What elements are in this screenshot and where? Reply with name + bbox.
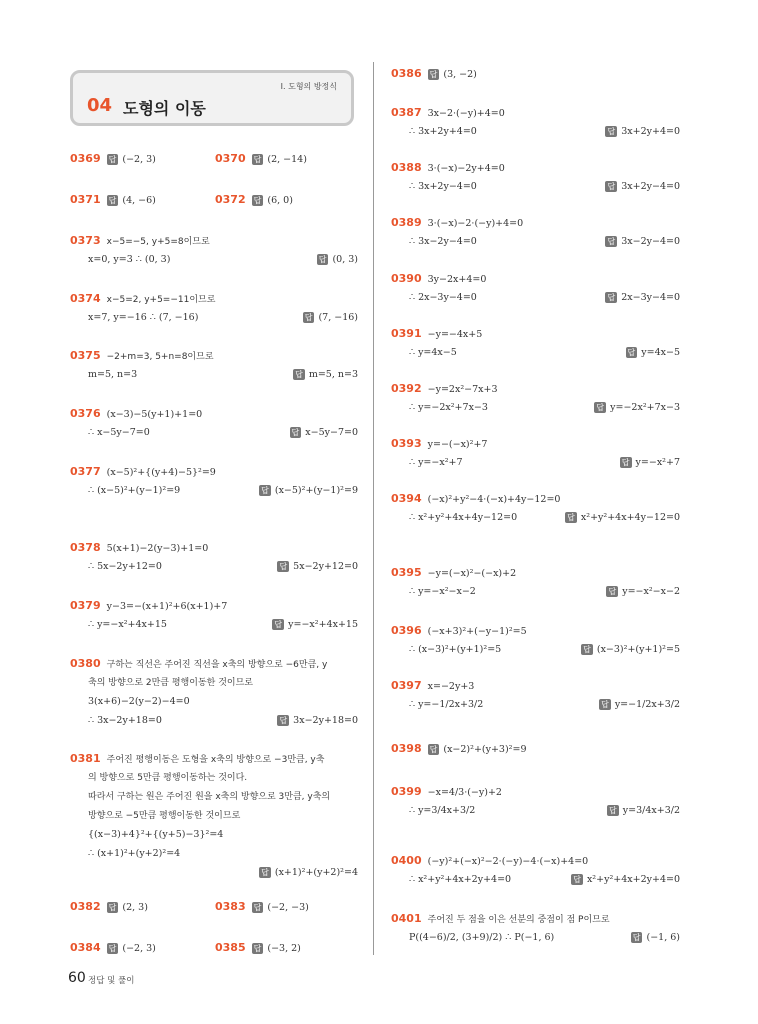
problem-number: 0389 [391, 216, 422, 229]
answer-value: 3x+2y+4=0 [621, 126, 680, 137]
solution-line [88, 676, 253, 690]
answer-value: y=−2x²+7x−3 [610, 402, 680, 413]
answer-pair-item [70, 941, 156, 956]
solution-text: 구하는 직선은 주어진 직선을 x축의 방향으로 −6만큼, y [106, 660, 328, 670]
solution-line [391, 492, 560, 507]
final-answer [317, 253, 358, 267]
solution-line [88, 790, 330, 804]
solution-line [409, 873, 511, 887]
answer-mark-icon: 답 [608, 587, 617, 596]
answer-mark-icon: 답 [607, 293, 616, 302]
answer-mark-icon: 답 [253, 903, 262, 912]
solution-text: 3x−2·(−y)+4=0 [427, 108, 505, 119]
problem-number: 0385 [215, 941, 246, 954]
final-answer [277, 560, 358, 574]
solution-text: (−y)²+(−x)²−2·(−y)−4·(−x)+4=0 [427, 856, 589, 867]
answer-value: y=3/4x+3/2 [622, 805, 680, 816]
solution-line [409, 931, 554, 945]
answer-value: x²+y²+4x+2y+4=0 [586, 874, 680, 885]
solution-text: 3(x+6)−2(y−2)−4=0 [88, 696, 190, 707]
answer-mark-icon: 답 [108, 155, 117, 164]
answer-mark-icon: 답 [596, 403, 605, 412]
answer-value: (2, 3) [122, 902, 148, 913]
page-number: 60 [68, 970, 86, 986]
problem-number: 0373 [70, 234, 101, 247]
solution-text: x−5=−5, y+5=8이므로 [106, 237, 210, 247]
answer-mark-icon: 답 [601, 700, 609, 709]
solution-line [70, 541, 208, 556]
problem-number: 0378 [70, 541, 101, 554]
problem-number: 0386 [391, 67, 422, 80]
answer-value: y=−x²+7 [635, 457, 680, 468]
answer-value: (−1, 6) [646, 932, 680, 943]
solution-text: P((4−6)/2, (3+9)/2) ∴ P(−1, 6) [409, 932, 555, 943]
final-answer [605, 180, 680, 194]
answer-mark-icon: 답 [261, 486, 269, 495]
problem-number: 0392 [391, 382, 422, 395]
answer-value: y=−1/2x+3/2 [614, 699, 680, 710]
final-answer [626, 346, 680, 360]
solution-text: (x−3)−5(y+1)+1=0 [106, 409, 203, 420]
solution-line [391, 161, 505, 176]
final-answer [620, 456, 680, 470]
final-answer [581, 643, 680, 657]
final-answer [599, 698, 680, 712]
problem-number: 0400 [391, 854, 422, 867]
final-answer [605, 125, 680, 139]
answer-mark-icon: 답 [429, 745, 438, 754]
solution-text: −y=(−x)²−(−x)+2 [427, 568, 517, 579]
final-answer [605, 235, 680, 249]
answer-mark-icon: 답 [607, 127, 616, 136]
answer-value: 3x−2y−4=0 [621, 236, 680, 247]
solution-line [88, 771, 247, 785]
solution-line [70, 292, 215, 307]
problem-number: 0376 [70, 407, 101, 420]
final-answer [303, 311, 358, 325]
solution-line [88, 618, 167, 632]
answer-mark-icon: 답 [253, 196, 262, 205]
solution-line [409, 698, 483, 712]
solution-line [409, 346, 457, 360]
solution-text: (3, −2) [443, 69, 477, 80]
solution-text: 방향으로 −5만큼 평행이동한 것이므로 [88, 811, 241, 821]
chapter-number: 04 [87, 95, 113, 116]
answer-value: x−5y−7=0 [305, 427, 358, 438]
problem-number: 0380 [70, 657, 101, 670]
solution-text: ∴ 3x+2y−4=0 [409, 181, 477, 192]
answer-mark-icon: 답 [108, 944, 117, 953]
answer-mark-icon: 답 [295, 370, 303, 379]
solution-line [70, 657, 327, 672]
solution-text: 3·(−x)−2·(−y)+4=0 [427, 218, 524, 229]
solution-line [409, 125, 477, 139]
solution-text: ∴ y=−x²−x−2 [409, 586, 476, 597]
solution-line [409, 235, 477, 249]
problem-number: 0399 [391, 785, 422, 798]
solution-text: 주어진 평행이동은 도형을 x축의 방향으로 −3만큼, y축 [106, 755, 325, 765]
solution-line [391, 566, 516, 581]
answer-mark-icon: 답 [429, 70, 438, 79]
solution-line [88, 695, 190, 709]
answer-mark-icon: 답 [108, 903, 117, 912]
solution-text: ∴ y=3/4x+3/2 [409, 805, 476, 816]
answer-value: (7, −16) [318, 312, 358, 323]
solution-text: ∴ 5x−2y+12=0 [88, 561, 162, 572]
answer-value: (4, −6) [122, 195, 156, 206]
answer-pair-item [215, 900, 309, 915]
solution-text: ∴ 3x−2y−4=0 [409, 236, 477, 247]
answer-mark-icon: 답 [108, 196, 117, 205]
answer-value: 2x−3y−4=0 [621, 292, 680, 303]
solution-text: 5(x+1)−2(y−3)+1=0 [106, 543, 209, 554]
problem-number: 0398 [391, 742, 422, 755]
solution-line [88, 714, 162, 728]
solution-text: ∴ 3x−2y+18=0 [88, 715, 162, 726]
final-answer [565, 511, 680, 525]
solution-text: −2+m=3, 5+n=8이므로 [106, 352, 214, 362]
answer-mark-icon: 답 [279, 562, 288, 571]
footer-label: 정답 및 풀이 [88, 976, 135, 986]
answer-mark-icon: 답 [632, 933, 641, 942]
answer-mark-icon: 답 [583, 645, 591, 654]
solution-line [391, 327, 482, 342]
problem-number: 0395 [391, 566, 422, 579]
solution-line [391, 106, 505, 121]
solution-text: ∴ y=−x²+4x+15 [88, 619, 167, 630]
final-answer [571, 873, 680, 887]
answer-value: (0, 3) [332, 254, 358, 265]
problem-number: 0388 [391, 161, 422, 174]
chapter-title: 도형의 이동 [123, 99, 206, 118]
solution-text: 따라서 구하는 원은 주어진 원을 x축의 방향으로 3만큼, y축의 [88, 792, 331, 802]
problem-number: 0394 [391, 492, 422, 505]
solution-text: 축의 방향으로 2만큼 평행이동한 것이므로 [88, 678, 253, 688]
answer-mark-icon: 답 [609, 806, 617, 815]
solution-text: ∴ (x+1)²+(y+2)²=4 [88, 848, 181, 859]
chapter-header [70, 70, 354, 126]
answer-value: (−2, 3) [122, 943, 156, 954]
answer-value: x²+y²+4x+4y−12=0 [580, 512, 680, 523]
answer-mark-icon: 답 [304, 313, 313, 322]
solution-line [391, 912, 610, 927]
solution-line [88, 311, 198, 325]
answer-pair-item [215, 152, 307, 167]
solution-text: −x=4/3·(−y)+2 [427, 787, 502, 798]
solution-text: ∴ x²+y²+4x+4y−12=0 [409, 512, 518, 523]
problem-number: 0383 [215, 900, 246, 913]
problem-number: 0390 [391, 272, 422, 285]
solution-text: (x−2)²+(y+3)²=9 [443, 744, 527, 755]
solution-line [88, 847, 180, 861]
answer-pair-item [70, 900, 148, 915]
answer-value: 3x+2y−4=0 [621, 181, 680, 192]
solution-text: −y=−4x+5 [427, 329, 483, 340]
solution-text: ∴ 3x+2y+4=0 [409, 126, 477, 137]
answer-mark-icon: 답 [567, 513, 575, 522]
solution-line [88, 560, 162, 574]
final-answer [594, 401, 680, 415]
solution-text: 3y−2x+4=0 [427, 274, 487, 285]
problem-number: 0374 [70, 292, 101, 305]
final-answer [631, 931, 680, 945]
problem-number: 0382 [70, 900, 101, 913]
solution-line [88, 484, 180, 498]
problem-number: 0371 [70, 193, 101, 206]
answer-mark-icon: 답 [261, 868, 269, 877]
problem-number: 0369 [70, 152, 101, 165]
answer-pair-item [70, 152, 156, 167]
solution-line [391, 272, 486, 287]
solution-line [391, 785, 502, 800]
solution-line [391, 437, 487, 452]
solution-text: ∴ y=−1/2x+3/2 [409, 699, 484, 710]
solution-line [409, 180, 477, 194]
solution-line [88, 426, 150, 440]
solution-line [409, 291, 477, 305]
solution-line [409, 643, 501, 657]
solution-line [391, 742, 527, 757]
solution-line [70, 599, 227, 614]
final-answer [605, 291, 680, 305]
answer-value: y=4x−5 [641, 347, 680, 358]
solution-text: ∴ x−5y−7=0 [88, 427, 150, 438]
answer-value: 3x−2y+18=0 [293, 715, 358, 726]
problem-number: 0397 [391, 679, 422, 692]
solution-text: 의 방향으로 5만큼 평행이동하는 것이다. [88, 773, 248, 783]
solution-text: m=5, n=3 [88, 369, 138, 380]
final-answer [272, 618, 358, 632]
solution-text: x−5=2, y+5=−11이므로 [106, 295, 216, 305]
answer-value: y=−x²+4x+15 [288, 619, 358, 630]
column-divider [373, 62, 374, 955]
answer-mark-icon: 답 [607, 237, 616, 246]
solution-line [70, 752, 324, 767]
problem-number: 0370 [215, 152, 246, 165]
solution-text: ∴ (x−5)²+(y−1)²=9 [88, 485, 181, 496]
final-answer [607, 804, 680, 818]
final-answer [290, 426, 358, 440]
solution-text: ∴ y=−x²+7 [409, 457, 463, 468]
problem-number: 0387 [391, 106, 422, 119]
answer-mark-icon: 답 [279, 716, 288, 725]
final-answer [277, 714, 358, 728]
solution-line [409, 456, 463, 470]
answer-value: y=−x²−x−2 [622, 586, 680, 597]
answer-value: (x+1)²+(y+2)²=4 [274, 867, 358, 878]
solution-text: x=0, y=3 ∴ (0, 3) [88, 254, 171, 265]
solution-text: ∴ y=−2x²+7x−3 [409, 402, 488, 413]
solution-text: y=−(−x)²+7 [427, 439, 488, 450]
solution-text: (x−5)²+{(y+4)−5}²=9 [106, 467, 216, 478]
solution-line [391, 67, 477, 82]
answer-pair-item [215, 193, 293, 208]
solution-text: y−3=−(x+1)²+6(x+1)+7 [106, 601, 228, 612]
solution-text: −y=2x²−7x+3 [427, 384, 498, 395]
answer-value: (2, −14) [267, 154, 307, 165]
solution-line [88, 368, 137, 382]
answer-value: 5x−2y+12=0 [293, 561, 358, 572]
solution-line [88, 809, 240, 823]
solution-text: ∴ (x−3)²+(y+1)²=5 [409, 644, 502, 655]
answer-value: (−2, 3) [122, 154, 156, 165]
answer-mark-icon: 답 [627, 348, 636, 357]
solution-line [409, 585, 476, 599]
answer-mark-icon: 답 [253, 155, 262, 164]
answer-pair-item [215, 941, 301, 956]
answer-value: (−3, 2) [267, 943, 301, 954]
solution-line [391, 382, 498, 397]
problem-number: 0372 [215, 193, 246, 206]
final-answer [606, 585, 680, 599]
solution-text: ∴ y=4x−5 [409, 347, 457, 358]
solution-line [88, 828, 223, 842]
answer-value: (−2, −3) [267, 902, 309, 913]
solution-line [70, 465, 216, 480]
solution-text: x=7, y=−16 ∴ (7, −16) [88, 312, 199, 323]
problem-number: 0396 [391, 624, 422, 637]
solution-line [391, 624, 527, 639]
solution-text: ∴ x²+y²+4x+2y+4=0 [409, 874, 512, 885]
answer-value: (x−3)²+(y+1)²=5 [596, 644, 680, 655]
solution-line [391, 216, 523, 231]
problem-number: 0393 [391, 437, 422, 450]
answer-mark-icon: 답 [607, 182, 616, 191]
solution-line [70, 349, 214, 364]
solution-line [409, 401, 488, 415]
problem-number: 0377 [70, 465, 101, 478]
solution-line [70, 407, 202, 422]
solution-text: (−x+3)²+(−y−1)²=5 [427, 626, 527, 637]
answer-mark-icon: 답 [621, 458, 630, 467]
final-answer [293, 368, 358, 382]
answer-mark-icon: 답 [274, 620, 283, 629]
answer-value: m=5, n=3 [308, 369, 358, 380]
solution-line [391, 679, 474, 694]
problem-number: 0391 [391, 327, 422, 340]
problem-number: 0381 [70, 752, 101, 765]
solution-line [88, 253, 170, 267]
answer-mark-icon: 답 [573, 875, 581, 884]
section-label: I. 도형의 방정식 [280, 82, 337, 91]
solution-line [409, 511, 517, 525]
solution-line [70, 234, 210, 249]
answer-value: (x−5)²+(y−1)²=9 [274, 485, 358, 496]
problem-number: 0375 [70, 349, 101, 362]
solution-line [409, 804, 475, 818]
answer-mark-icon: 답 [291, 428, 300, 437]
answer-pair-item [70, 193, 156, 208]
solution-text: 주어진 두 점을 이은 선분의 중점이 점 P이므로 [427, 915, 610, 925]
answer-mark-icon: 답 [253, 944, 262, 953]
answer-mark-icon: 답 [318, 255, 327, 264]
solution-text: {(x−3)+4}²+{(y+5)−3}²=4 [88, 829, 224, 840]
solution-text: 3·(−x)−2y+4=0 [427, 163, 505, 174]
answer-value: (6, 0) [267, 195, 293, 206]
problem-number: 0384 [70, 941, 101, 954]
solution-text: (−x)²+y²−4·(−x)+4y−12=0 [427, 494, 561, 505]
solution-text: x=−2y+3 [427, 681, 475, 692]
final-answer [259, 484, 358, 498]
solution-text: ∴ 2x−3y−4=0 [409, 292, 477, 303]
problem-number: 0401 [391, 912, 422, 925]
final-answer [259, 866, 358, 880]
solution-line [391, 854, 588, 869]
problem-number: 0379 [70, 599, 101, 612]
